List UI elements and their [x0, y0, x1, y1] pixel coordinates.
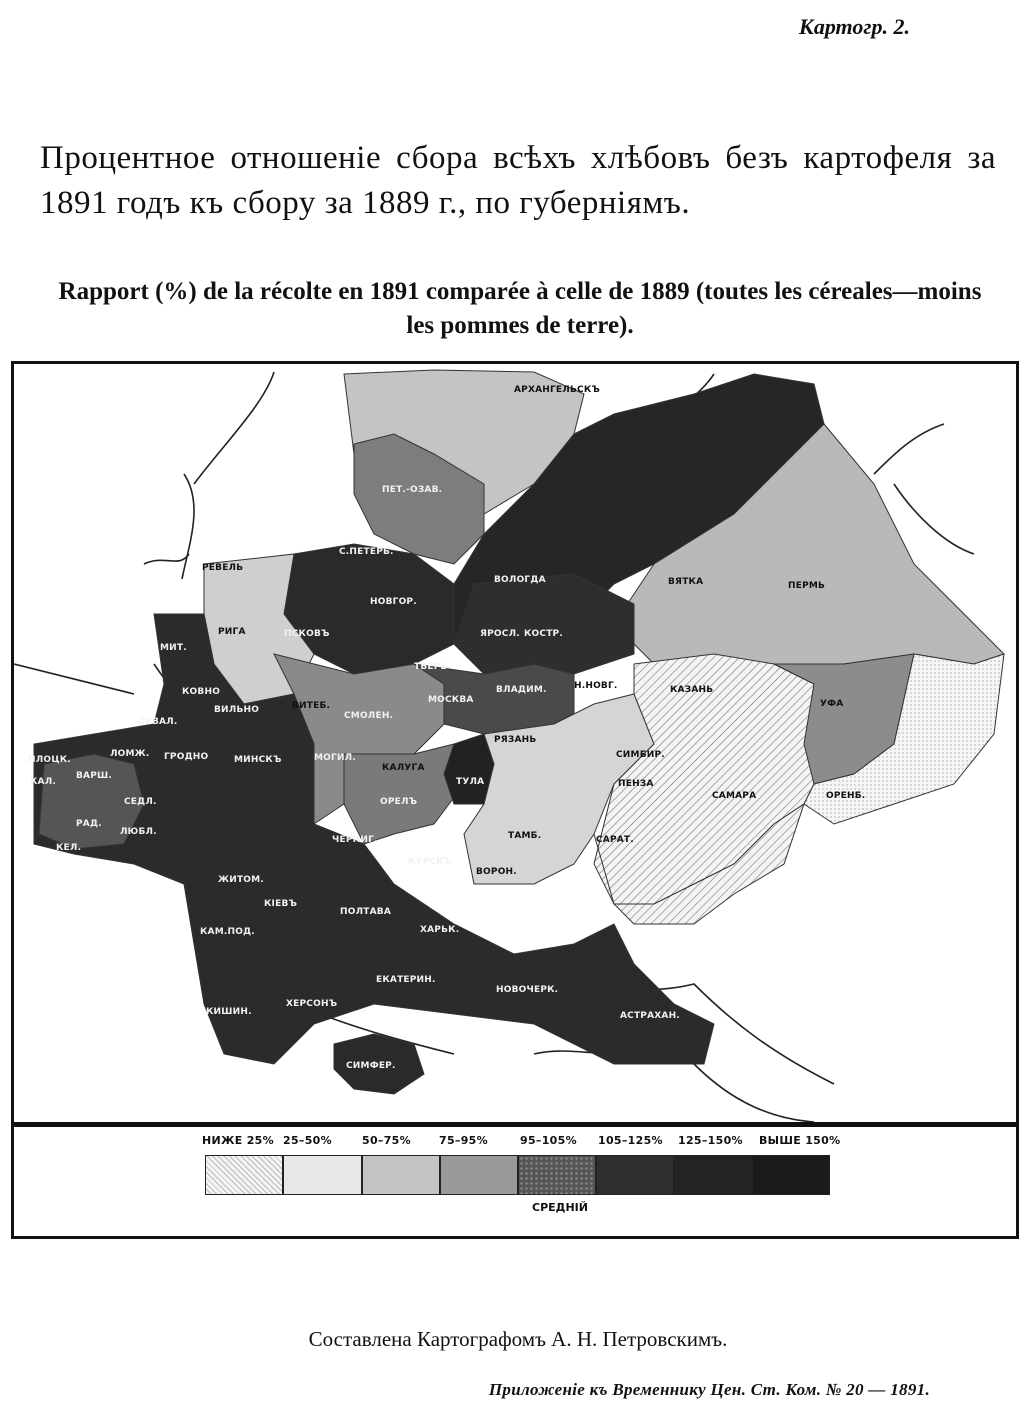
label-kovno: КОВНО — [182, 687, 221, 697]
publication-footer: Приложеніе къ Временнику Цен. Ст. Ком. № 20 — 1891. — [488, 1380, 930, 1399]
label-vladimir: ВЛАДИМ. — [496, 685, 547, 695]
label-kamenets: КАМ.ПОД. — [200, 927, 255, 937]
label-orel: ОРЕЛЪ — [380, 797, 418, 807]
label-ufa: УФА — [820, 699, 844, 709]
region-kaluga-orel — [344, 744, 464, 844]
label-novocherkassk: НОВОЧЕРК. — [496, 985, 559, 995]
label-vilna: ВИЛЬНО — [214, 705, 260, 715]
label-kharkov: ХАРЬК. — [420, 925, 460, 935]
label-novgorod: НОВГОР. — [370, 597, 417, 607]
label-lublin: ЛЮБЛ. — [120, 827, 157, 837]
label-zhitomir: ЖИТОМ. — [218, 875, 264, 885]
label-vologda: ВОЛОГДА — [494, 575, 546, 585]
label-n-novgorod: Н.НОВГ. — [574, 681, 618, 691]
legend-swatch-3 — [362, 1155, 440, 1195]
legend-label-4: 75–95% — [439, 1134, 488, 1147]
label-tambov: ТАМБ. — [508, 831, 542, 841]
label-arkhangelsk: АРХАНГЕЛЬСКЪ — [514, 385, 601, 395]
legend-swatch-7 — [674, 1155, 752, 1195]
legend-label-3: 50–75% — [362, 1134, 411, 1147]
label-yaroslavl: ЯРОСЛ. — [480, 629, 520, 639]
legend-swatch-2 — [283, 1155, 362, 1195]
label-simbirsk: СИМБИР. — [616, 750, 665, 760]
label-smolensk: СМОЛЕН. — [344, 711, 394, 721]
label-riga: РИГА — [218, 627, 246, 637]
title-russian: Процентное отношеніе сбора всѣхъ хлѣбовъ безъ картофеля за 1891 годъ къ сбору за 1889 г., по губерніямъ. — [40, 140, 996, 221]
legend-label-5: 95–105% — [520, 1134, 577, 1147]
label-tver: ТВЕРЬ — [414, 662, 448, 672]
label-penza: ПЕНЗА — [618, 779, 654, 789]
label-lomzha: ЛОМЖ. — [110, 749, 150, 759]
legend-label-8: ВЫШЕ 150% — [759, 1134, 841, 1147]
label-astrakhan: АСТРАХАН. — [620, 1011, 680, 1021]
label-mitava: МИТ. — [160, 643, 187, 653]
label-pskov: ПСКОВЪ — [284, 629, 330, 639]
legend-label-1: НИЖЕ 25% — [202, 1134, 274, 1147]
label-poltava: ПОЛТАВА — [340, 907, 391, 917]
label-orenburg: ОРЕНБ. — [826, 791, 866, 801]
label-ryazan: РЯЗАНЬ — [494, 735, 537, 745]
label-saratov: САРАТ. — [596, 835, 634, 845]
label-plotsk: ПЛОЦК. — [28, 755, 71, 765]
label-kherson: ХЕРСОНЪ — [286, 999, 338, 1009]
label-varshava: ВАРШ. — [76, 771, 112, 781]
label-kalish: КАЛ. — [30, 777, 57, 787]
label-ekaterinoslav: ЕКАТЕРИН. — [376, 975, 436, 985]
legend-swatch-8 — [752, 1155, 830, 1195]
label-samara: САМАРА — [712, 791, 757, 801]
label-radom: РАД. — [76, 819, 102, 829]
title-french: Rapport (%) de la récolte en 1891 comparée à celle de 1889 (toutes les céreales—moins les pommes de terre). — [58, 278, 982, 339]
label-kishinev: КИШИН. — [206, 1007, 252, 1017]
label-grodno: ГРОДНО — [164, 752, 209, 762]
legend-swatch-5 — [518, 1155, 596, 1195]
label-mogilev: МОГИЛ. — [314, 753, 356, 763]
legend-swatch-4 — [440, 1155, 518, 1195]
legend-label-6: 105–125% — [598, 1134, 663, 1147]
label-kostroma: КОСТР. — [524, 629, 563, 639]
choropleth-map — [14, 364, 1016, 1122]
label-voronezh: ВОРОН. — [476, 867, 517, 877]
label-vyatka: ВЯТКА — [668, 577, 704, 587]
label-sedlets: СЕДЛ. — [124, 797, 157, 807]
legend-swatch-6 — [596, 1155, 674, 1195]
label-spb: С.ПЕТЕРБ. — [339, 547, 394, 557]
label-petrozavodsk: ПЕТ.-ОЗАВ. — [382, 485, 443, 495]
legend-label-2: 25–50% — [283, 1134, 332, 1147]
label-suvalki: СУВАЛ. — [138, 717, 178, 727]
author-credit: Составлена Картографомъ А. Н. Петровскимъ. — [308, 1327, 728, 1351]
label-kazan: КАЗАНЬ — [670, 685, 714, 695]
label-chernigov: ЧЕРНИГ. — [332, 835, 378, 845]
label-minsk: МИНСКЪ — [234, 755, 282, 765]
label-perm: ПЕРМЬ — [788, 581, 826, 591]
plate-number: Картогр. 2. — [798, 14, 910, 39]
legend-swatch-1 — [205, 1155, 283, 1195]
label-kursk: КУРСКЪ — [408, 857, 453, 867]
label-vitebsk: ВИТЕБ. — [292, 701, 331, 711]
label-moskva: МОСКВА — [428, 695, 474, 705]
label-tula: ТУЛА — [456, 777, 485, 787]
label-kiev: КІЕВЪ — [264, 899, 298, 909]
label-simferopol: СИМФЕР. — [346, 1061, 396, 1071]
legend-label-7: 125–150% — [678, 1134, 743, 1147]
legend-average-label: СРЕДНІЙ — [532, 1201, 588, 1214]
label-revel: РЕВЕЛЬ — [202, 563, 244, 573]
label-kaluga: КАЛУГА — [382, 763, 425, 773]
label-kielce: КЕЛ. — [56, 843, 82, 853]
